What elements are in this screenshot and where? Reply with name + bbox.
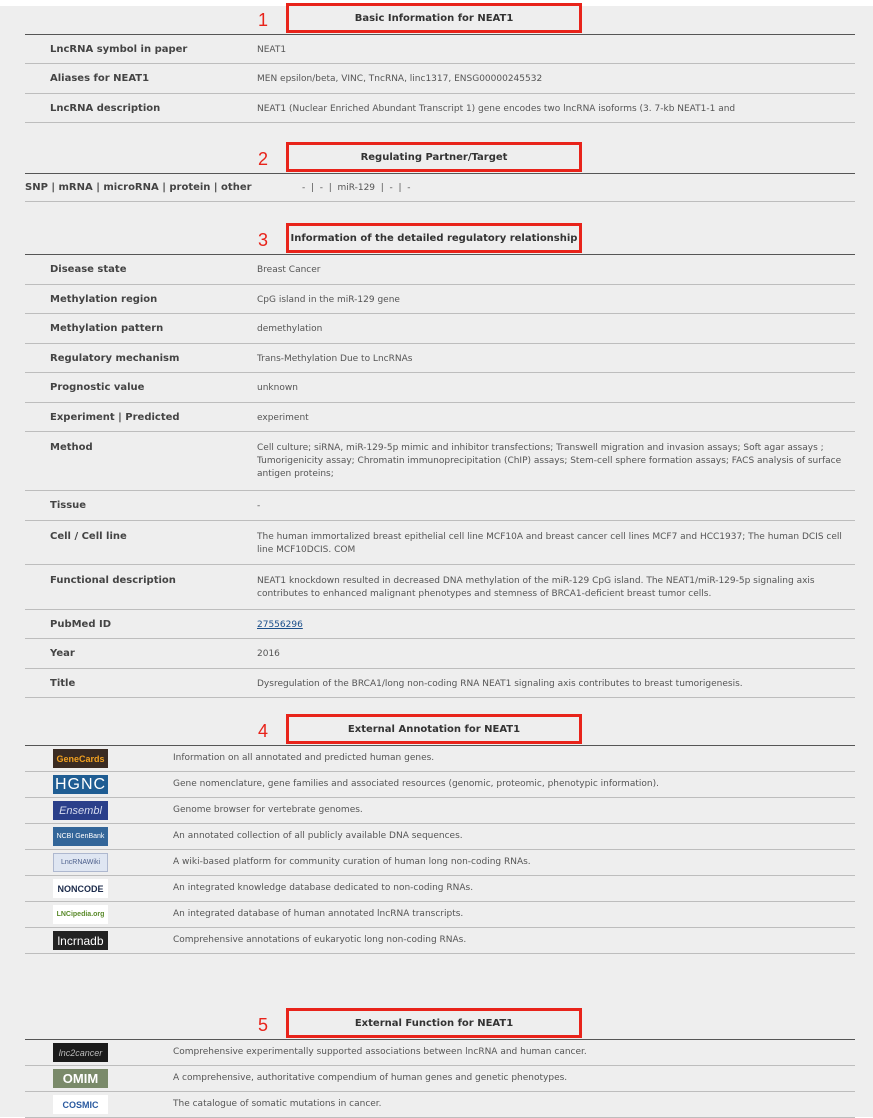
row-label: Aliases for NEAT1 (50, 73, 150, 84)
section-title: Basic Information for NEAT1 (286, 3, 582, 33)
detail-row (25, 432, 855, 491)
external-function-section (25, 1011, 855, 1110)
row-label: Methylation pattern (50, 323, 164, 334)
section-number: 1 (258, 10, 269, 30)
section-title: External Annotation for NEAT1 (286, 714, 582, 744)
annotation-row (25, 746, 855, 772)
row-label: SNP | mRNA | microRNA | protein | other (25, 182, 252, 193)
detail-row (25, 521, 855, 565)
annotation-row (25, 928, 855, 954)
section-header (25, 145, 855, 174)
row-value: Trans-Methylation Due to LncRNAs (257, 354, 413, 364)
info-row-aliases (25, 64, 855, 94)
row-label: Disease state (50, 264, 127, 275)
annotation-row (25, 772, 855, 798)
section-title: External Function for NEAT1 (286, 1008, 582, 1038)
row-label: PubMed ID (50, 619, 112, 630)
detail-row (25, 639, 855, 669)
detail-row (25, 491, 855, 521)
detail-row (25, 669, 855, 698)
row-value: 2016 (257, 649, 280, 659)
section-number: 4 (258, 721, 269, 741)
regulating-partner-section (25, 145, 855, 193)
row-value: demethylation (257, 324, 323, 334)
info-row-symbol (25, 35, 855, 64)
cosmic-logo[interactable]: COSMIC (53, 1095, 108, 1114)
section-title: Regulating Partner/Target (286, 142, 582, 172)
annotation-description: An integrated knowledge database dedicated to non-coding RNAs. (173, 883, 474, 893)
row-value: NEAT1 (Nuclear Enriched Abundant Transcript 1) gene encodes two lncRNA isoforms (3. 7-kb NEAT1-1 and (257, 104, 736, 114)
detail-row (25, 344, 855, 373)
function-description: Comprehensive experimentally supported associations between lncRNA and human cancer. (173, 1047, 587, 1057)
row-label: Cell / Cell line (50, 531, 127, 542)
row-value: Dysregulation of the BRCA1/long non-coding RNA NEAT1 signaling axis contributes to breast tumorigenesis. (257, 679, 743, 689)
row-value: CpG island in the miR-129 gene (257, 295, 400, 305)
row-label: Methylation region (50, 294, 158, 305)
row-value: MEN epsilon/beta, VINC, TncRNA, linc1317, ENSG00000245532 (257, 74, 543, 84)
row-value (257, 619, 853, 632)
function-description: The catalogue of somatic mutations in cancer. (173, 1099, 382, 1109)
genecards-logo[interactable]: GeneCards (53, 749, 108, 768)
ensembl-logo[interactable]: Ensembl (53, 801, 108, 820)
annotation-description: Comprehensive annotations of eukaryotic long non-coding RNAs. (173, 935, 467, 945)
row-value: experiment (257, 413, 309, 423)
section-header (25, 1011, 855, 1040)
row-value: NEAT1 knockdown resulted in decreased DNA methylation of the miR-129 CpG island. The NEAT1/miR-129-5p signaling axis contributes to enhanced malignant phenotypes and stemness of BRCA1-deficient breast tumor cells. (257, 576, 815, 599)
detail-row (25, 373, 855, 403)
row-value: The human immortalized breast epithelial cell line MCF10A and breast cancer cell lines MCF7 and HCC1937; The human DCIS cell line MCF10DCIS. COM (257, 532, 842, 555)
annotation-description: An annotated collection of all publicly available DNA sequences. (173, 831, 463, 841)
detail-row (25, 565, 855, 610)
row-label: Regulatory mechanism (50, 353, 180, 364)
detail-row (25, 403, 855, 432)
lncrnadb-logo[interactable]: lncrnadb (53, 931, 108, 950)
row-label: LncRNA symbol in paper (50, 44, 188, 55)
info-row-description (25, 94, 855, 123)
regulatory-relationship-section (25, 226, 855, 689)
function-row (25, 1066, 855, 1092)
omim-logo[interactable]: OMIM (53, 1069, 108, 1088)
row-label: Year (50, 648, 75, 659)
section-header (25, 717, 855, 746)
section-number: 3 (258, 230, 269, 250)
row-label: Method (50, 442, 93, 453)
lnc2cancer-logo[interactable]: lnc2cancer (53, 1043, 108, 1062)
function-description: A comprehensive, authoritative compendium of human genes and genetic phenotypes. (173, 1073, 568, 1083)
annotation-description: Gene nomenclature, gene families and associated resources (genomic, proteomic, phenotypic information). (173, 779, 659, 789)
row-value: Breast Cancer (257, 265, 321, 275)
row-label: Functional description (50, 575, 176, 586)
row-label: LncRNA description (50, 103, 161, 114)
annotation-description: A wiki-based platform for community curation of human long non-coding RNAs. (173, 857, 531, 867)
annotation-row (25, 902, 855, 928)
pubmed-link[interactable]: 27556296 (257, 620, 303, 630)
row-label: Prognostic value (50, 382, 145, 393)
row-value: unknown (257, 383, 298, 393)
row-label: Tissue (50, 500, 87, 511)
function-row (25, 1040, 855, 1066)
row-value: NEAT1 (257, 45, 287, 55)
annotation-row (25, 824, 855, 850)
annotation-row (25, 850, 855, 876)
lncipedia-logo[interactable]: LNCipedia.org (53, 905, 108, 924)
annotation-description: An integrated database of human annotated lncRNA transcripts. (173, 909, 464, 919)
hgnc-logo[interactable]: HGNC (54, 775, 107, 793)
ncbi-genbank-logo[interactable]: NCBI GenBank (53, 827, 108, 846)
partner-row (25, 174, 855, 202)
section-number: 2 (258, 149, 269, 169)
annotation-row (25, 876, 855, 902)
row-label: Experiment | Predicted (50, 412, 180, 423)
annotation-row (25, 798, 855, 824)
function-row (25, 1092, 855, 1118)
section-title: Information of the detailed regulatory relationship (286, 223, 582, 253)
row-label: Title (50, 678, 76, 689)
annotation-description: Genome browser for vertebrate genomes. (173, 805, 363, 815)
lncrnawiki-logo[interactable]: LncRNAWiki (53, 853, 108, 872)
detail-row (25, 285, 855, 314)
annotation-description: Information on all annotated and predicted human genes. (173, 753, 435, 763)
noncode-logo[interactable]: NONCODE (53, 879, 108, 898)
row-value: - | - | miR-129 | - | - (302, 183, 411, 193)
external-annotation-section (25, 717, 855, 948)
basic-information-section (25, 6, 855, 114)
section-header (25, 226, 855, 255)
detail-row (25, 610, 855, 639)
detail-row (25, 314, 855, 344)
row-value: - (257, 501, 261, 511)
section-header (25, 6, 855, 35)
detail-row (25, 255, 855, 285)
section-number: 5 (258, 1015, 269, 1035)
row-value: Cell culture; siRNA, miR-129-5p mimic and inhibitor transfections; Transwell migration and invasion assays; Soft agar assays ; Tumorigenicity assay; Chromatin immunoprecipitation (ChIP) assays; Stem-cell sphere formation assays; FACS analysis of surface antigen proteins; (257, 443, 842, 479)
